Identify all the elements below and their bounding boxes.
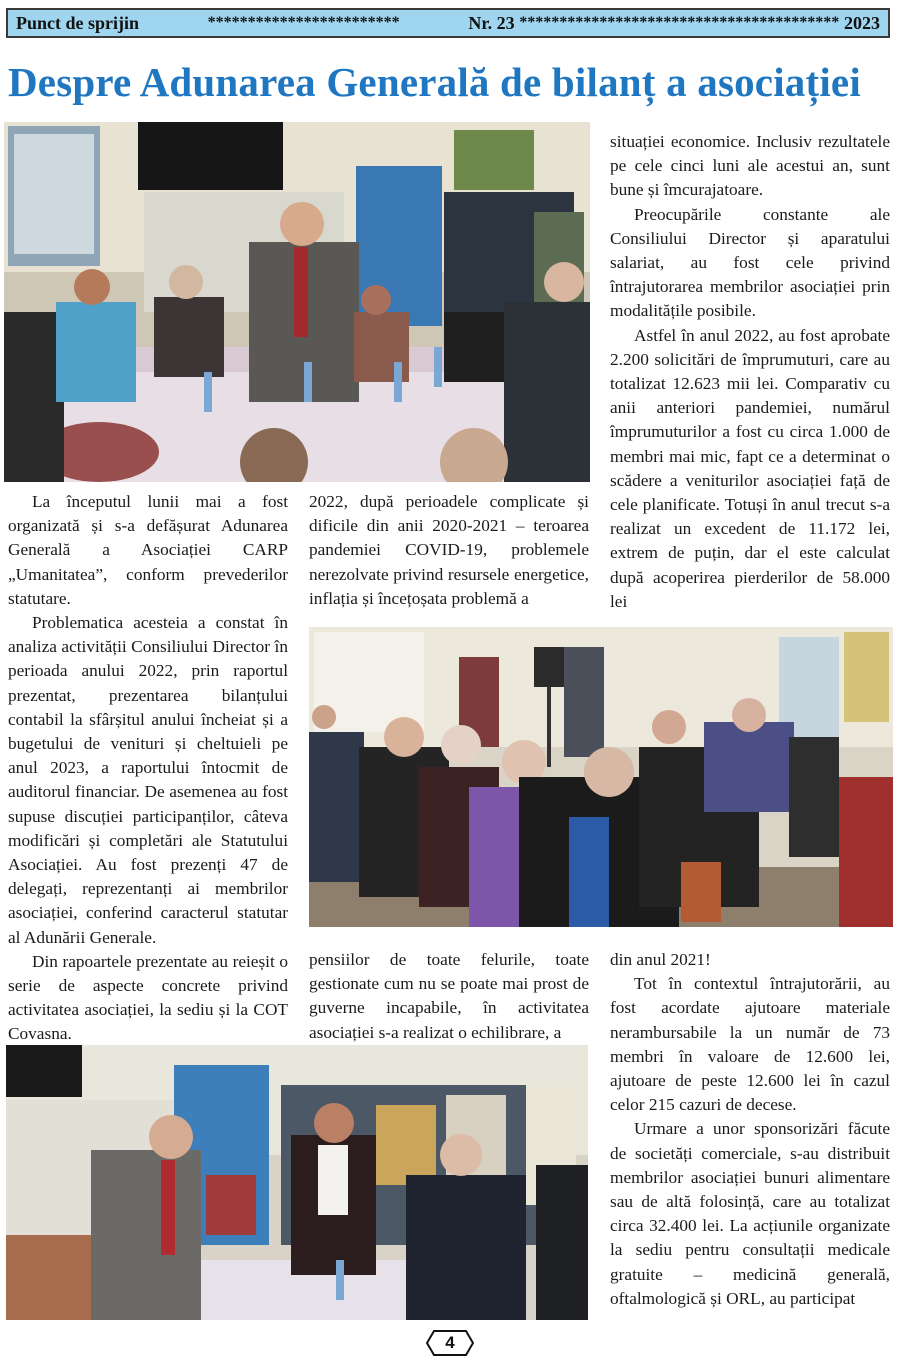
page-number: 4 [445,1333,455,1352]
section-name: Punct de sprijin [16,12,140,33]
header-stars-right: **************************************** [519,14,840,31]
article-column-2-top [309,490,589,611]
article-column-1 [8,490,288,1071]
meeting-presidium-photo [4,122,590,482]
meeting-table-photo [6,1045,588,1320]
paragraph: Preocupările constante ale Consiliului Director și aparatului salariat, au fost cele privind întrajutorarea membrilor asociației prin modalitățile posibile. [610,204,890,321]
paragraph: Tot în contextul întrajutorării, au fost acordate ajutoare materiale nerambursabile la un număr de 73 membri în valoare de 12.600 lei, ajutoare de peste 12.600 lei în cazul celor 215 cazuri de decese. [610,974,890,1115]
paragraph: Astfel în anul 2022, au fost aprobate 2.200 solicitări de împrumuturi, care au totalizat 12.623 mii lei. Comparativ cu anii anteriori pandemiei, numărul împrumuturilor a fost cu circa 1.000 de membri mai mic, fapt ce a determinat o scădere a veniturilor asociației față de cele planificate. Totuși în anul trecut s-a realizat un excedent de 11.172 lei, extrem de puțin, dar el este calculat după acoperirea pierderilor de 58.000 lei [610,325,890,611]
issue-number: Nr. 23 [468,12,515,33]
issue-year: 2023 [844,12,881,33]
paragraph: La începutul lunii mai a fost organizată și s-a defășurat Adunarea Generală a Asociației CARP „Umanitatea”, conform prevederilor statutare. [8,492,288,608]
article-column-3-top [610,130,890,614]
article-column-2-bottom [309,948,589,1045]
paragraph: din anul 2021! [610,950,711,969]
audience-photo [309,627,893,927]
paragraph: Din rapoartele prezentate au reieșit o serie de aspecte concrete privind activitatea asociației, la sediu și la COT Covasna. [8,951,288,1044]
paragraph: situației economice. Inclusiv rezultatele pe cele cinci luni ale acestui an, sunt bune și îmcurajatoare. [610,132,890,200]
paragraph: 2022, după perioadele complicate și dificile din anii 2020-2021 – teroarea pandemiei COVID-19, problemele nerezolvate privind resursele energetice, inflația și încețoșata problemă a [309,492,589,608]
article-title: Despre Adunarea Generală de bilanț a asociației [8,59,861,105]
article-column-3-bottom [610,948,890,1311]
header-stars-left: ************************ [207,14,400,31]
page-header [6,8,890,38]
paragraph: pensiilor de toate felurile, toate gestionate cum nu se poate mai prost de guverne incapabile, în activitatea asociației s-a realizat o echilibrare, a [309,950,589,1042]
page-number-badge [426,1330,474,1356]
paragraph: Urmare a unor sponsorizări făcute de societăți comerciale, s-au distribuit membrilor asociației bunuri alimentare sau de altă folosință, care au totalizat circa 32.400 lei. La acțiunile organizate la sediu pentru consultații medicale gratuite – medicină generală, oftalmologică și ORL, au participat [610,1119,890,1308]
paragraph: Problematica acesteia a constat în analiza activității Consiliului Director în perioada anului 2022, prin raportul prezentat, prezentarea bilanțului contabil la sfârșitul anului încheiat și a bugetului de venituri și cheltuieli pe anul 2023, a raportului întocmit de auditorul financiar. De asemenea au fost supuse discuției participanților, câteva modificări și completări ale Statutului Asociației. Au fost prezenți 47 de delegați, reprezentanți ai membrilor asociației, conferind caracterul statutar al Adunării Generale. [8,613,288,947]
